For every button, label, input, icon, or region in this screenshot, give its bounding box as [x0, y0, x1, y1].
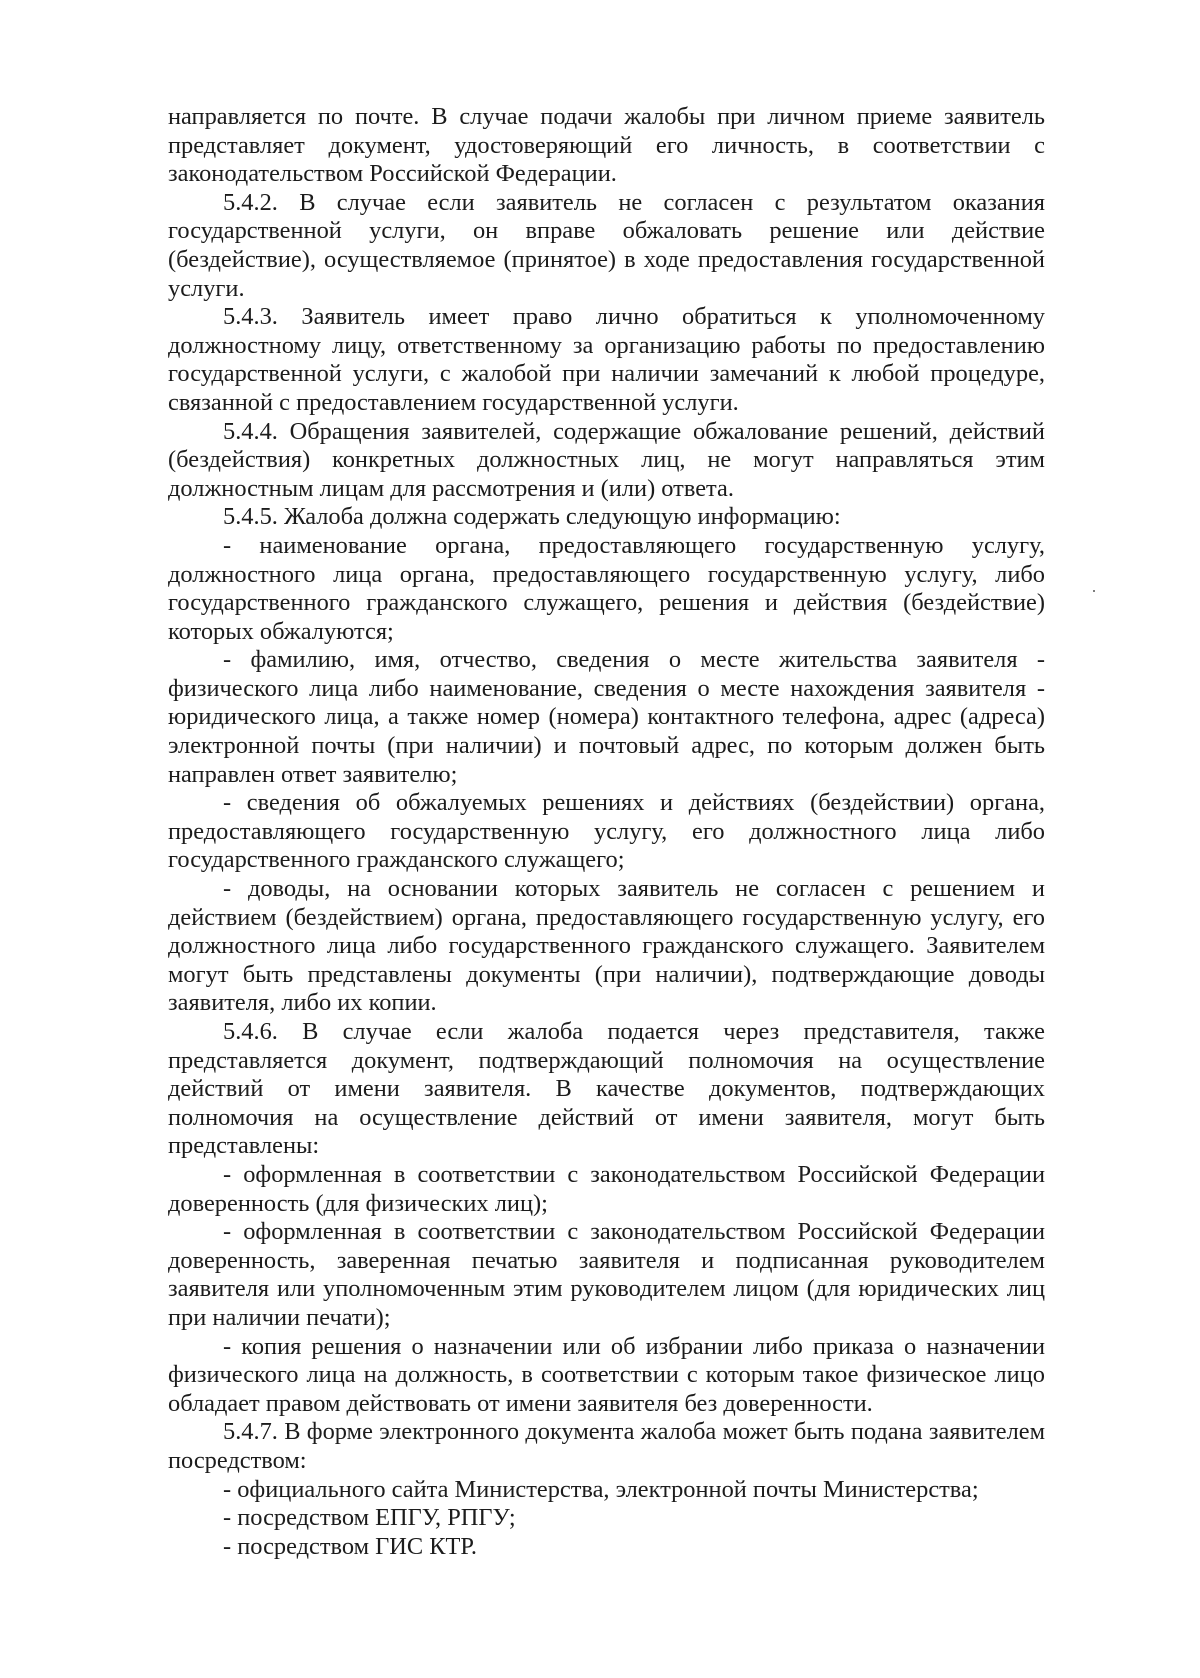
list-item-epgu-rpgu: - посредством ЕПГУ, РПГУ; — [223, 1504, 516, 1532]
paragraph-continuation: направляется по почте. В случае подачи жалобы при личном приеме заявитель представляет документ, удостоверяющий его личность, в соответствии с законодательством Российской Федерации. — [168, 103, 1045, 188]
paragraph-5-4-6: 5.4.6. В случае если жалоба подается через представителя, также представляется документ, подтверждающий полномочия на осуществление действий от имени заявителя. В качестве документов, подтверждающих полномочия на осуществление действий от имени заявителя, могут быть представлены: — [168, 1018, 1045, 1160]
list-item-official-site: - официального сайта Министерства, электронной почты Министерства; — [223, 1475, 979, 1503]
list-item-power-of-attorney-individuals: - оформленная в соответствии с законодательством Российской Федерации доверенность (для физических лиц); — [168, 1160, 1045, 1217]
list-item-organ-name: - наименование органа, предоставляющего государственную услугу, должностного лица органа, предоставляющего государственную услугу, либо государственного гражданского служащего, решения и действия (бездействие) которых обжалуются; — [168, 531, 1045, 645]
list-item-appointment-copy: - копия решения о назначении или об избрании либо приказа о назначении физического лица на должность, в соответствии с которым такое физическое лицо обладает правом действовать от имени заявителя без доверенности. — [168, 1332, 1045, 1417]
list-item-applicant-details: - фамилию, имя, отчество, сведения о месте жительства заявителя - физического лица либо наименование, сведения о месте нахождения заявителя - юридического лица, а также номер (номера) контактного телефона, адрес (адреса) электронной почты (при наличии) и почтовый адрес, по которым должен быть направлен ответ заявителю; — [168, 646, 1045, 788]
document-body — [168, 103, 1045, 1561]
paragraph-5-4-4: 5.4.4. Обращения заявителей, содержащие обжалование решений, действий (бездействия) конкретных должностных лиц, не могут направляться этим должностным лицам для рассмотрения и (или) ответа. — [168, 417, 1045, 502]
paragraph-5-4-2: 5.4.2. В случае если заявитель не согласен с результатом оказания государственной услуги, он вправе обжаловать решение или действие (бездействие), осуществляемое (принятое) в ходе предоставления государственной услуги. — [168, 188, 1045, 302]
scan-speck — [1093, 590, 1095, 592]
list-item-power-of-attorney-legal: - оформленная в соответствии с законодательством Российской Федерации доверенность, заверенная печатью заявителя и подписанная руководителем заявителя или уполномоченным этим руководителем лицом (для юридических лиц при наличии печати); — [168, 1218, 1045, 1331]
list-item-appealed-decisions: - сведения об обжалуемых решениях и действиях (бездействии) органа, предоставляющего государственную услугу, его должностного лица либо государственного гражданского служащего; — [168, 789, 1045, 874]
list-item-gis-ktr: - посредством ГИС КТР. — [223, 1532, 477, 1560]
paragraph-5-4-3: 5.4.3. Заявитель имеет право лично обратиться к уполномоченному должностному лицу, ответственному за организацию работы по предоставлению государственной услуги, с жалобой при наличии замечаний к любой процедуре, связанной с предоставлением государственной услуги. — [168, 303, 1045, 416]
paragraph-5-4-7: 5.4.7. В форме электронного документа жалоба может быть подана заявителем посредством: — [168, 1418, 1045, 1474]
list-item-arguments: - доводы, на основании которых заявитель не согласен с решением и действием (бездействием) органа, предоставляющего государственную услугу, его должностного лица либо государственного гражданского служащего. Заявителем могут быть представлены документы (при наличии), подтверждающие доводы заявителя, либо их копии. — [168, 875, 1045, 1017]
paragraph-5-4-5: 5.4.5. Жалоба должна содержать следующую информацию: — [223, 503, 841, 531]
